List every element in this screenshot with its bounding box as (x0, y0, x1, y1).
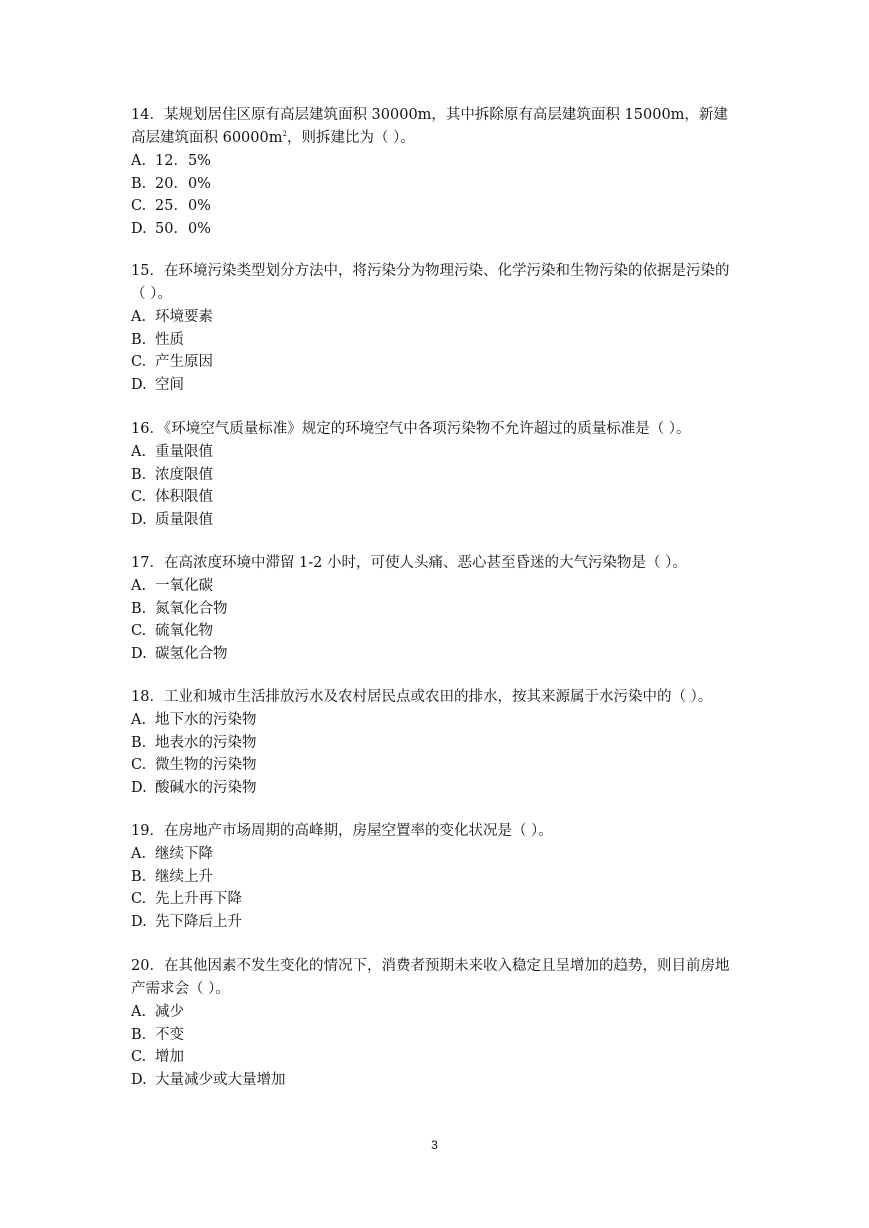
option-d: D. 50．0% (131, 220, 211, 237)
option-a: A. 减少 (131, 1004, 184, 1020)
page-number: 3 (431, 1138, 438, 1152)
question-15 (131, 260, 741, 396)
question-stem: 15．在环境污染类型划分方法中，将污染分为物理污染、化学污染和生物污染的依据是污染的（ ）。 (131, 263, 730, 302)
question-20 (131, 955, 741, 1091)
option-b: B. 性质 (131, 331, 184, 348)
option-c: C. 增加 (131, 1049, 184, 1065)
option-c: C. 先上升再下降 (131, 891, 242, 907)
option-b: B. 浓度限值 (131, 466, 213, 483)
option-d: D. 质量限值 (131, 511, 213, 528)
option-b: B. 20．0% (131, 175, 211, 192)
question-18 (131, 686, 741, 799)
question-17 (131, 552, 741, 665)
option-d: D. 酸碱水的污染物 (131, 779, 257, 796)
question-19 (131, 820, 741, 933)
question-stem: 14．某规划居住区原有高层建筑面积 30000m，其中拆除原有高层建筑面积 15000m，新建高层建筑面积 $60000m^2$，则拆建比为（ ）。 (131, 107, 728, 146)
option-a: A. 环境要素 (131, 309, 213, 325)
option-d: D. 先下降后上升 (131, 913, 242, 930)
option-d: D. 碳氢化合物 (131, 645, 228, 662)
option-c: C. 体积限值 (131, 489, 213, 505)
option-d: D. 空间 (131, 376, 184, 393)
option-c: C. 产生原因 (131, 354, 213, 370)
option-a: A. 一氧化碳 (131, 578, 213, 594)
question-14 (131, 104, 741, 240)
option-a: A. 地下水的污染物 (131, 712, 257, 728)
option-b: B. 地表水的污染物 (131, 734, 257, 751)
question-stem: 17．在高浓度环境中滞留 1-2 小时，可使人头痛、恶心甚至昏迷的大气污染物是（ ）。 (131, 555, 687, 571)
option-b: B. 不变 (131, 1026, 184, 1043)
question-stem: 19．在房地产市场周期的高峰期，房屋空置率的变化状况是（ ）。 (131, 823, 553, 839)
option-a: A. 12．5% (131, 153, 211, 169)
option-b: B. 继续上升 (131, 868, 213, 885)
question-stem: 18．工业和城市生活排放污水及农村居民点或农田的排水，按其来源属于水污染中的（ ）。 (131, 689, 713, 705)
option-c: C. 微生物的污染物 (131, 757, 257, 773)
question-stem: 20．在其他因素不发生变化的情况下，消费者预期未来收入稳定且呈增加的趋势，则目前房地产需求会（ ）。 (131, 958, 730, 997)
option-a: A. 继续下降 (131, 846, 213, 862)
option-a: A. 重量限值 (131, 444, 213, 460)
option-c: C. 25．0% (131, 198, 211, 214)
question-stem: 16．《环境空气质量标准》规定的环境空气中各项污染物不允许超过的质量标准是（ ）。 (131, 421, 691, 437)
option-d: D. 大量减少或大量增加 (131, 1071, 286, 1088)
question-16 (131, 418, 741, 531)
option-b: B. 氮氧化合物 (131, 600, 228, 617)
option-c: C. 硫氧化物 (131, 623, 213, 639)
